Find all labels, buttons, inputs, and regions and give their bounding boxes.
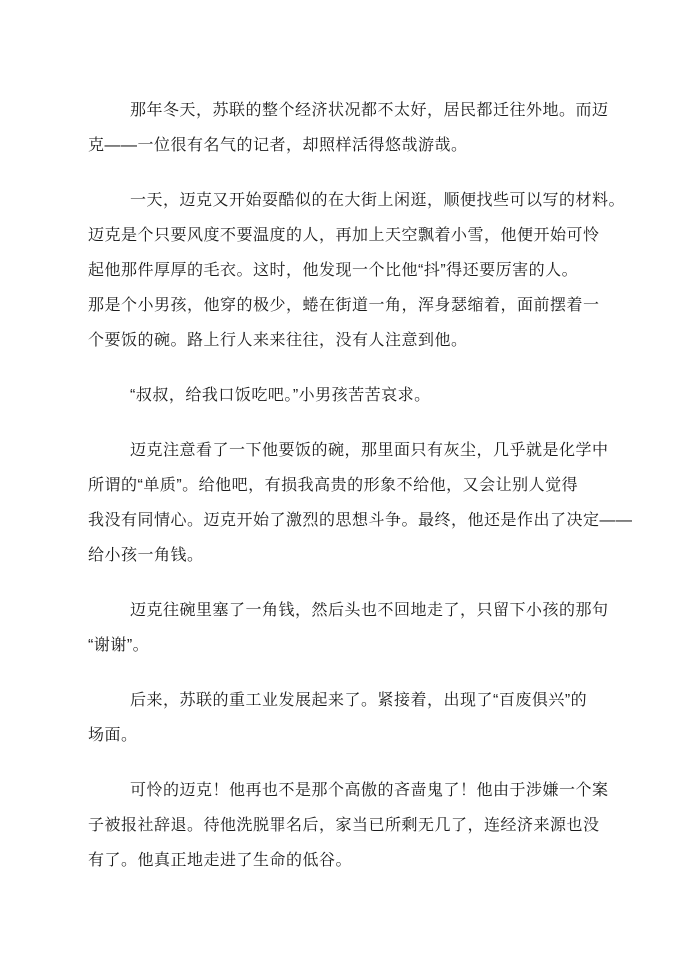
paragraph bbox=[88, 93, 608, 163]
paragraph-line: 迈克是个只要风度不要温度的人，再加上天空飘着小雪，他便开始可怜 bbox=[88, 227, 600, 244]
paragraph-line: 迈克往碗里塞了一角钱，然后头也不回地走了，只留下小孩的那句 bbox=[130, 602, 609, 619]
paragraph-line: “谢谢”。 bbox=[88, 637, 150, 654]
paragraph-line: 那是个小男孩，他穿的极少，蜷在街道一角，浑身瑟缩着，面前摆着一 bbox=[88, 297, 600, 314]
paragraph-line: 给小孩一角钱。 bbox=[88, 547, 204, 564]
paragraph-line: 一天，迈克又开始耍酷似的在大街上闲逛，顺便找些可以写的材料。 bbox=[130, 192, 626, 209]
paragraph-line: 可怜的迈克！他再也不是那个高傲的吝啬鬼了！他由于涉嫌一个案 bbox=[130, 782, 609, 799]
paragraph-line: 迈克注意看了一下他要饭的碗，那里面只有灰尘，几乎就是化学中 bbox=[130, 442, 609, 459]
paragraph-line: 起他那件厚厚的毛衣。这时，他发现一个比他“抖”得还要厉害的人。 bbox=[88, 262, 579, 279]
paragraph-line: 那年冬天，苏联的整个经济状况都不太好，居民都迁往外地。而迈 bbox=[130, 102, 609, 119]
paragraph-line: 个要饭的碗。路上行人来来往往，没有人注意到他。 bbox=[88, 332, 468, 349]
paragraph bbox=[88, 683, 608, 753]
paragraph bbox=[88, 378, 608, 413]
paragraph-line: 所谓的“单质”。给他吧，有损我高贵的形象不给他，又会让别人觉得 bbox=[88, 477, 579, 494]
paragraph bbox=[88, 433, 633, 573]
paragraph bbox=[88, 773, 608, 878]
paragraph-line: 后来，苏联的重工业发展起来了。紧接着，出现了“百废俱兴”的 bbox=[130, 692, 588, 709]
paragraph-line: 子被报社辞退。待他洗脱罪名后，家当已所剩无几了，连经济来源也没 bbox=[88, 817, 600, 834]
paragraph-line: 有了。他真正地走进了生命的低谷。 bbox=[88, 852, 353, 869]
paragraph-line: 场面。 bbox=[88, 727, 138, 744]
paragraph-line: 克——一位很有名气的记者，却照样活得悠哉游哉。 bbox=[88, 137, 468, 154]
document-body bbox=[88, 93, 633, 898]
paragraph bbox=[88, 183, 626, 358]
paragraph-line: 我没有同情心。迈克开始了激烈的思想斗争。最终，他还是作出了决定—— bbox=[88, 512, 633, 529]
paragraph-line: “叔叔，给我口饭吃吧。”小男孩苦苦哀求。 bbox=[130, 387, 431, 404]
paragraph bbox=[88, 593, 608, 663]
